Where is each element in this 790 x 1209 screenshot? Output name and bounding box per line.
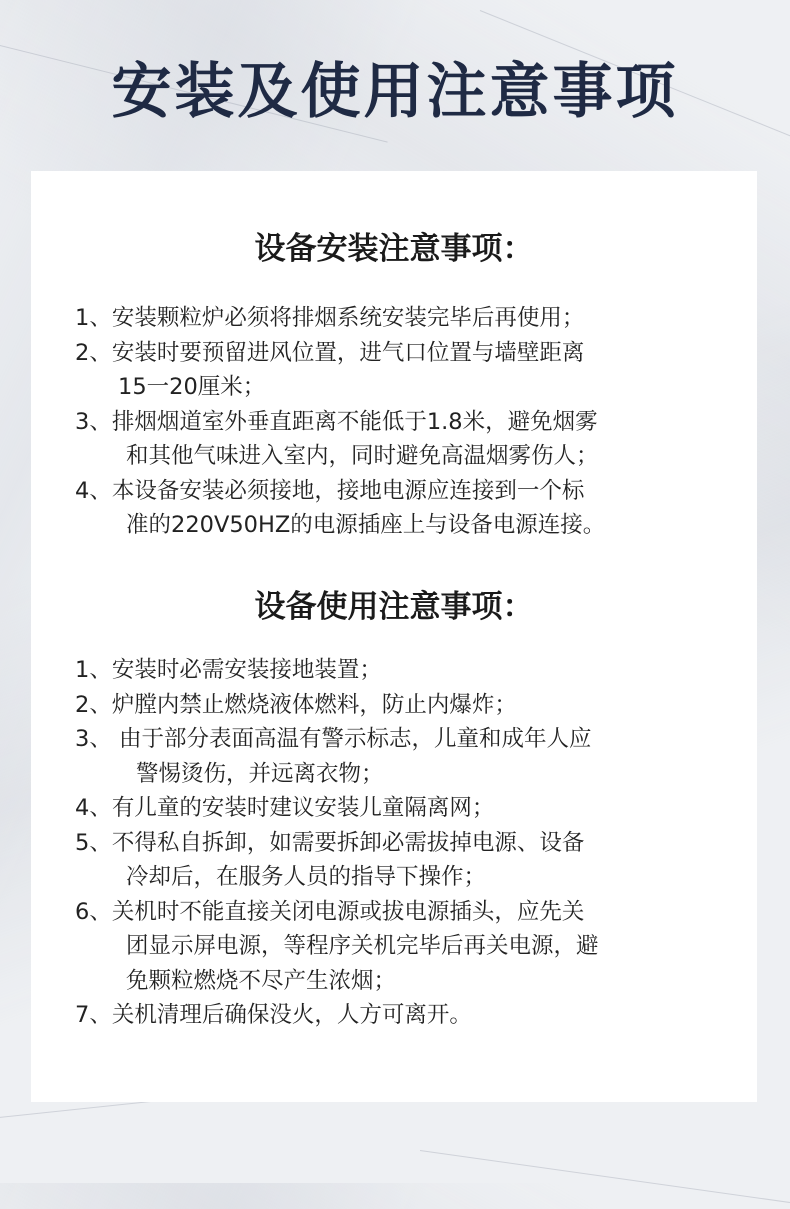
list-item xyxy=(75,722,735,791)
page-title: 安装及使用注意事项 xyxy=(111,57,679,127)
list-item xyxy=(75,301,735,336)
item-line: 1、安装时必需安装接地装置； xyxy=(75,657,382,683)
list-item xyxy=(75,998,735,1033)
install-section-heading: 设备安装注意事项： xyxy=(254,231,534,267)
list-item xyxy=(75,653,735,688)
item-line: 3、 由于部分表面高温有警示标志，儿童和成年人应 xyxy=(75,726,592,752)
item-line: 5、不得私自拆卸，如需要拆卸必需拔掉电源、设备 xyxy=(75,829,585,856)
list-item xyxy=(75,826,735,895)
item-line-continued: 和其他气味进入室内，同时避免高温烟雾伤人； xyxy=(126,443,599,469)
list-item xyxy=(75,688,735,723)
item-line: 4、有儿童的安装时建议安装儿童隔离网； xyxy=(75,795,495,821)
list-item xyxy=(75,405,735,474)
list-item xyxy=(75,791,735,826)
list-item xyxy=(75,336,735,405)
item-line: 4、本设备安装必须接地，接地电源应连接到一个标 xyxy=(75,477,585,504)
usage-list xyxy=(75,653,735,1033)
item-line: 2、炉膛内禁止燃烧液体燃料，防止内爆炸； xyxy=(75,691,517,718)
item-line-continued: 警惕烫伤，并远离衣物； xyxy=(136,760,384,787)
item-line: 7、关机清理后确保没火，人方可离开。 xyxy=(75,1002,472,1028)
list-item xyxy=(75,474,735,543)
install-list xyxy=(75,301,735,543)
item-line: 1、安装颗粒炉必须将排烟系统安装完毕后再使用； xyxy=(75,305,585,331)
usage-section-heading: 设备使用注意事项： xyxy=(254,589,534,625)
item-line: 6、关机时不能直接关闭电源或拔电源插头，应先关 xyxy=(75,898,585,925)
item-line-continued: 团显示屏电源，等程序关机完毕后再关电源，避 xyxy=(126,933,599,959)
marble-vein xyxy=(420,1150,790,1209)
item-line-continued: 准的220V50HZ的电源插座上与设备电源连接。 xyxy=(126,512,606,538)
list-item xyxy=(75,895,735,999)
item-line: 2、安装时要预留进风位置，进气口位置与墙壁距离 xyxy=(75,339,585,366)
notice-card xyxy=(31,171,757,1102)
item-line-continued: 免颗粒燃烧不尽产生浓烟； xyxy=(126,967,397,994)
item-line-continued: 冷却后，在服务人员的指导下操作； xyxy=(126,864,487,890)
item-line: 3、排烟烟道室外垂直距离不能低于1.8米，避免烟雾 xyxy=(75,408,598,435)
item-line-continued: 15一20厘米； xyxy=(118,374,266,400)
